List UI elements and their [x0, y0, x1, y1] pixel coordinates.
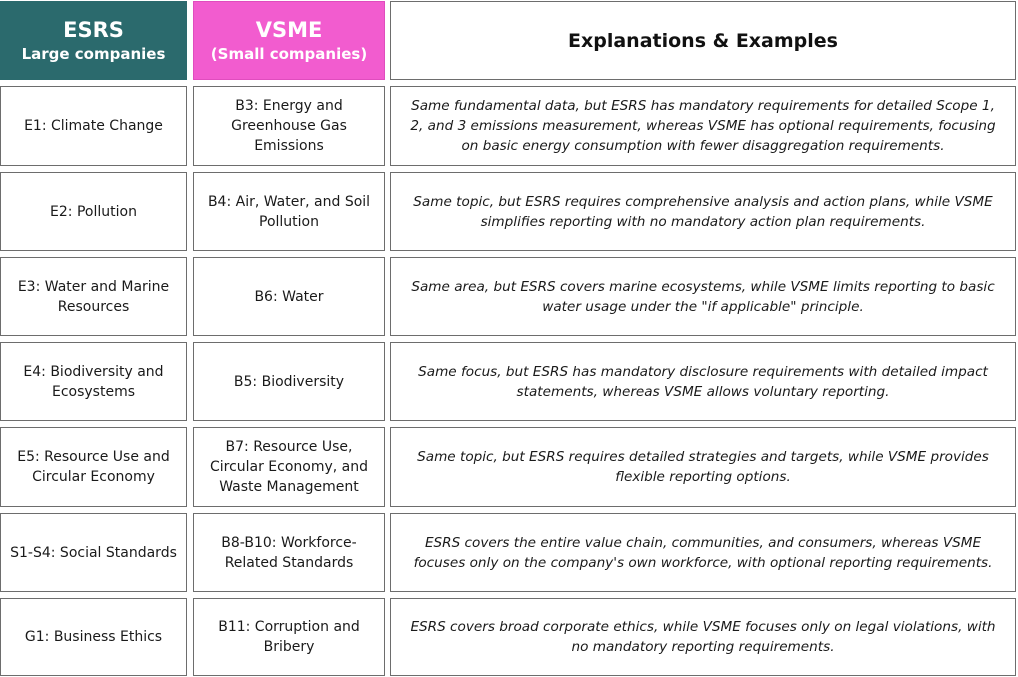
table-row-explanation-cell — [390, 86, 1016, 166]
vsme-standard: B4: Air, Water, and Soil Pollution — [207, 193, 371, 230]
table-row-explanation-cell — [390, 598, 1016, 676]
table-row-vsme-cell — [193, 86, 385, 166]
table-row-esrs-cell — [0, 257, 187, 336]
esrs-standard: E2: Pollution — [50, 203, 137, 220]
explanation-text: ESRS covers broad corporate ethics, while VSME focuses only on legal violations, with no mandatory reporting requirements. — [410, 619, 996, 655]
table-row-esrs-cell — [0, 513, 187, 592]
vsme-standard: B7: Resource Use, Circular Economy, and Waste Management — [209, 439, 369, 495]
header-vsme-title: VSME — [255, 17, 323, 42]
explanation-text: Same topic, but ESRS requires detailed strategies and targets, while VSME provides flexible reporting options. — [417, 449, 989, 485]
esrs-standard: G1: Business Ethics — [24, 629, 163, 645]
table-row-explanation-cell — [390, 427, 1016, 507]
header-esrs-subtitle: Large companies — [21, 44, 166, 63]
header-explanations-title: Explanations & Examples — [568, 29, 838, 52]
table-row-explanation-cell — [390, 513, 1016, 592]
esrs-standard: E5: Resource Use and Circular Economy — [17, 449, 170, 485]
explanation-text: Same area, but ESRS covers marine ecosystems, while VSME limits reporting to basic water usage under the "if applicable" principle. — [411, 278, 995, 315]
table-row-vsme-cell — [193, 598, 385, 676]
table-row-explanation-cell — [390, 172, 1016, 251]
header-esrs-title: ESRS — [63, 17, 124, 42]
table-row-esrs-cell — [0, 86, 187, 166]
explanation-text: Same focus, but ESRS has mandatory disclosure requirements with detailed impact statements, whereas VSME allows voluntary reporting. — [418, 363, 988, 400]
table-row-esrs-cell — [0, 342, 187, 421]
esrs-standard: E1: Climate Change — [24, 118, 163, 134]
esrs-standard: S1-S4: Social Standards — [10, 544, 177, 561]
header-vsme-subtitle: (Small companies) — [210, 44, 368, 63]
vsme-standard: B3: Energy and Greenhouse Gas Emissions — [231, 98, 347, 154]
header-explanations — [390, 1, 1016, 80]
explanation-text: Same fundamental data, but ESRS has mandatory requirements for detailed Scope 1, 2, and 3 emissions measurement, whereas VSME has optional requirements, focusing on basic energy consumption with fewer disaggregation requirements. — [410, 98, 996, 154]
table-row-explanation-cell — [390, 257, 1016, 336]
table-row-explanation-cell — [390, 342, 1016, 421]
table-row-esrs-cell — [0, 598, 187, 676]
vsme-standard: B8-B10: Workforce-Related Standards — [221, 534, 357, 571]
esrs-standard: E4: Biodiversity and Ecosystems — [23, 363, 164, 400]
table-row-esrs-cell — [0, 172, 187, 251]
table-row-vsme-cell — [193, 257, 385, 336]
table-row-esrs-cell — [0, 427, 187, 507]
table-row-vsme-cell — [193, 427, 385, 507]
table-row-vsme-cell — [193, 513, 385, 592]
esrs-standard: E3: Water and Marine Resources — [17, 278, 170, 315]
vsme-standard: B5: Biodiversity — [233, 373, 345, 390]
explanation-text: Same topic, but ESRS requires comprehensive analysis and action plans, while VSME simplifies reporting with no mandatory action plan requirements. — [413, 193, 993, 230]
explanation-text: ESRS covers the entire value chain, communities, and consumers, whereas VSME focuses only on the company's own workforce, with optional reporting requirements. — [413, 534, 993, 571]
table-row-vsme-cell — [193, 342, 385, 421]
table-row-vsme-cell — [193, 172, 385, 251]
header-vsme — [193, 1, 385, 80]
header-esrs — [0, 1, 187, 80]
vsme-standard: B6: Water — [254, 288, 324, 305]
vsme-standard: B11: Corruption and Bribery — [218, 619, 360, 655]
